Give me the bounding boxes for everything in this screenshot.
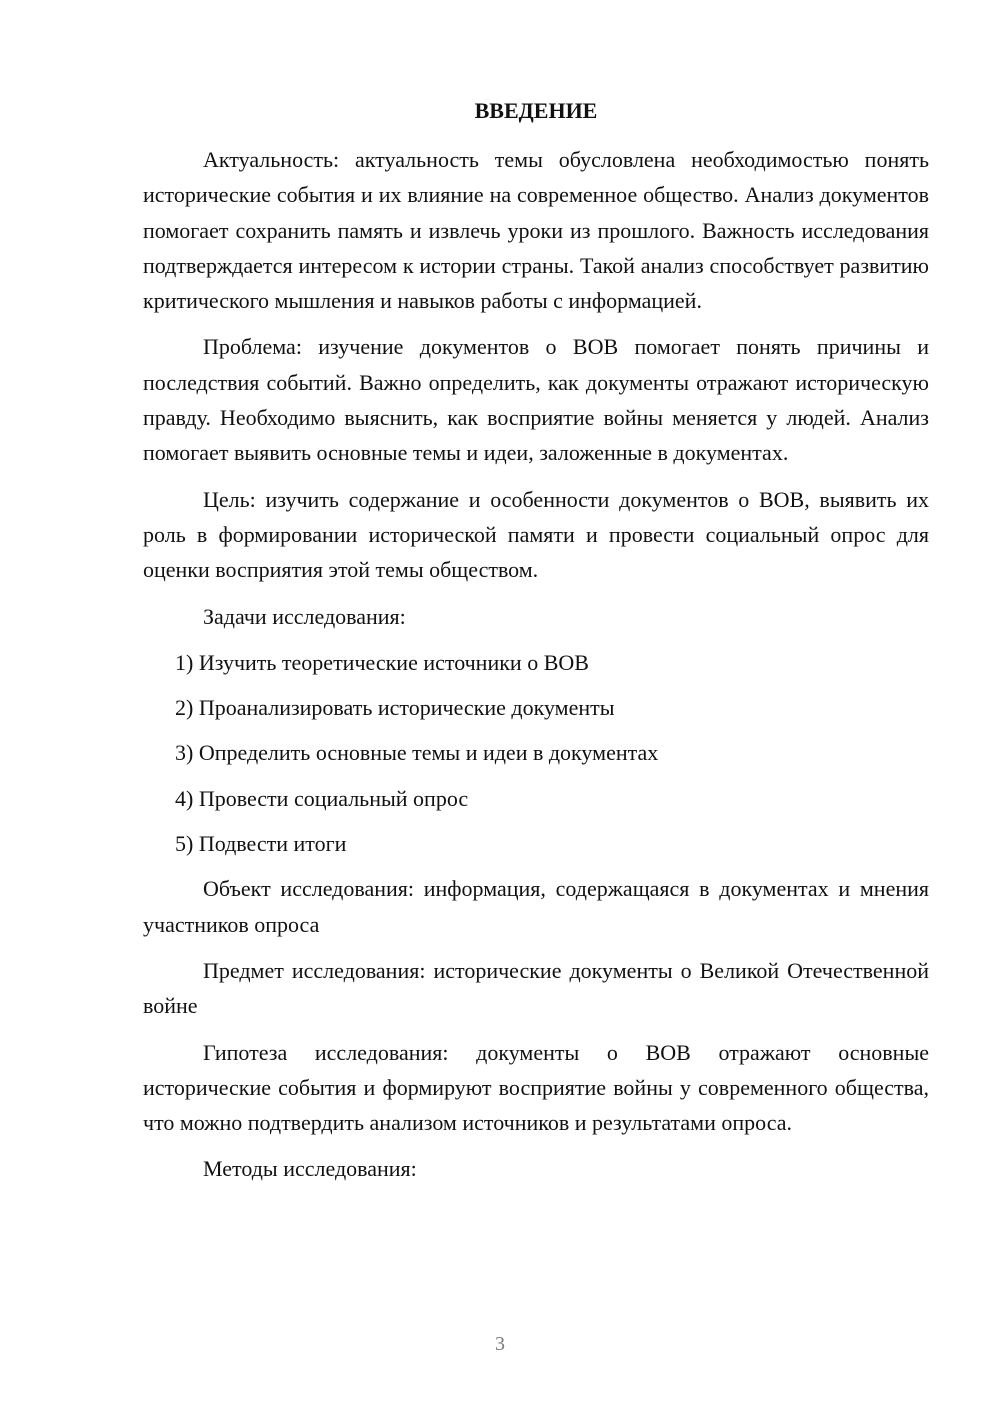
document-page bbox=[143, 96, 929, 1198]
hypothesis-paragraph: Гипотеза исследования: документы о ВОВ отражают основные исторические события и формируют восприятие войны у современного общества, что можно подтвердить анализом источников и результатами опроса. bbox=[143, 1039, 929, 1136]
methods-heading: Методы исследования: bbox=[203, 1156, 417, 1182]
problem-paragraph: Проблема: изучение документов о ВОВ помогает понять причины и последствия событий. Важно определить, как документы отражают историческую правду. Необходимо выяснить, как восприятие войны меняется у людей. Анализ помогает выявить основные темы и идеи, заложенные в документах. bbox=[143, 334, 929, 466]
task-item: 2) Проанализировать исторические документы bbox=[175, 695, 615, 721]
tasks-list bbox=[143, 645, 929, 861]
task-item: 3) Определить основные темы и идеи в документах bbox=[175, 740, 659, 766]
object-paragraph: Объект исследования: информация, содержащаяся в документах и мнения участников опроса bbox=[143, 876, 929, 937]
tasks-heading: Задачи исследования: bbox=[203, 603, 406, 629]
task-item: 1) Изучить теоретические источники о ВОВ bbox=[175, 649, 589, 675]
task-item: 4) Провести социальный опрос bbox=[175, 785, 469, 811]
goal-paragraph: Цель: изучить содержание и особенности документов о ВОВ, выявить их роль в формировании исторической памяти и провести социальный опрос для оценки восприятия этой темы обществом. bbox=[143, 486, 929, 583]
task-item: 5) Подвести итоги bbox=[175, 831, 347, 857]
relevance-paragraph: Актуальность: актуальность темы обусловлена необходимостью понять исторические события и их влияние на современное общество. Анализ документов помогает сохранить память и извлечь уроки из прошлого. Важность исследования подтверждается интересом к истории страны. Такой анализ способствует развитию критического мышления и навыков работы с информацией. bbox=[143, 147, 929, 314]
subject-paragraph: Предмет исследования: исторические документы о Великой Отечественной войне bbox=[143, 957, 929, 1019]
section-title: ВВЕДЕНИЕ bbox=[474, 98, 598, 123]
page-number: 3 bbox=[495, 1333, 505, 1355]
